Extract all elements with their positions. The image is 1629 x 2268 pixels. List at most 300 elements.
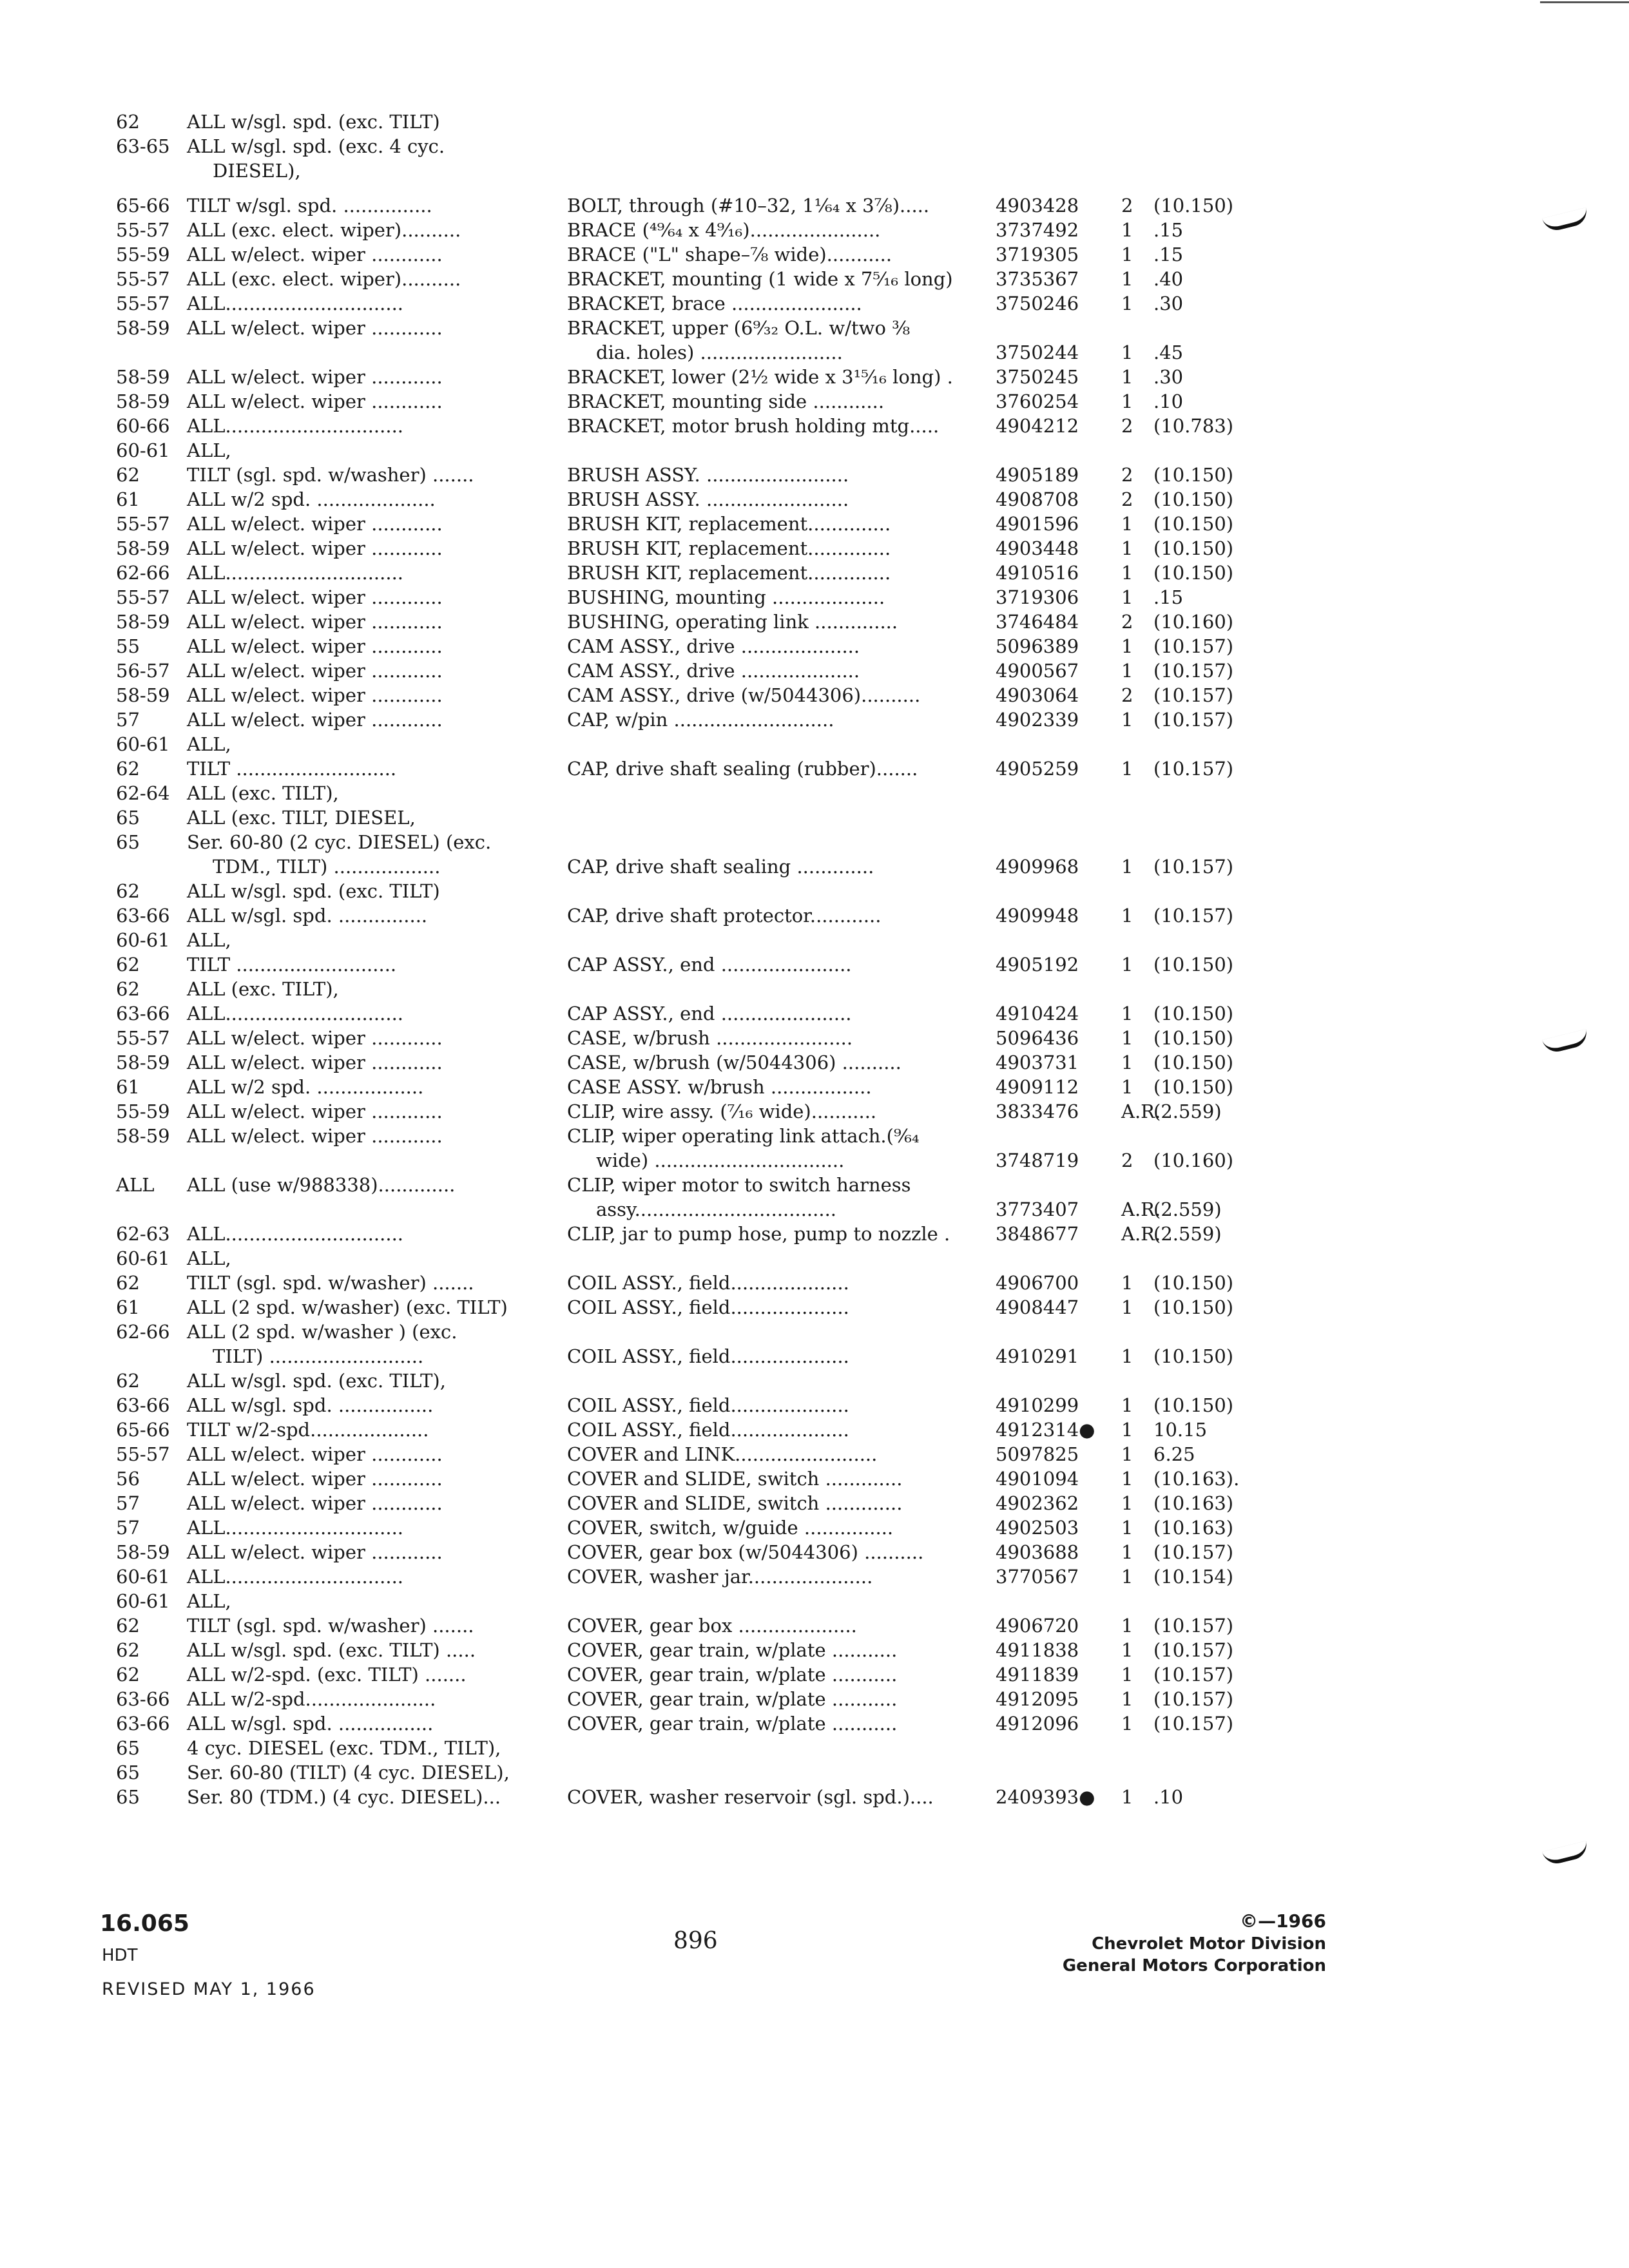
group-number-cell: (10.783) bbox=[1153, 415, 1234, 437]
application-cell: TDM., TILT) .................. bbox=[213, 856, 441, 878]
part-number-cell: 3737492 bbox=[996, 219, 1079, 241]
year-cell: 62 bbox=[116, 1664, 140, 1686]
description-cell: BOLT, through (#10–32, 1¹⁄₆₄ x 3⅞)..... bbox=[567, 195, 930, 216]
description-cell: COVER, gear box (w/5044306) .......... bbox=[567, 1541, 924, 1563]
group-number-cell: (10.157) bbox=[1153, 1713, 1234, 1735]
application-cell: ALL (use w/988338)............. bbox=[187, 1174, 456, 1196]
table-row bbox=[0, 610, 1629, 635]
table-row bbox=[0, 781, 1629, 807]
copyright: ©—1966 bbox=[1240, 1910, 1326, 1932]
quantity-cell: 1 bbox=[1121, 293, 1133, 314]
description-cell: CLIP, wiper operating link attach.(⁹⁄₆₄ bbox=[567, 1125, 920, 1147]
application-cell: ALL (exc. elect. wiper).......... bbox=[187, 268, 461, 290]
group-number-cell: (10.157) bbox=[1153, 1541, 1234, 1563]
part-number-cell: 3848677 bbox=[996, 1223, 1079, 1245]
quantity-cell: 1 bbox=[1121, 635, 1133, 657]
application-cell: ALL w/elect. wiper ............ bbox=[187, 660, 443, 682]
part-number-cell: 4909968 bbox=[996, 856, 1079, 878]
part-number-cell: 4910291 bbox=[996, 1345, 1079, 1367]
table-row bbox=[0, 1001, 1629, 1027]
application-cell: ALL w/2 spd. .................. bbox=[187, 1076, 424, 1098]
part-number-cell: 3760254 bbox=[996, 390, 1079, 412]
year-cell: 60-61 bbox=[116, 733, 170, 755]
description-cell: COIL ASSY., field.................... bbox=[567, 1394, 849, 1416]
table-row bbox=[0, 634, 1629, 660]
table-row bbox=[0, 134, 1629, 160]
year-cell: 56 bbox=[116, 1468, 140, 1490]
table-row bbox=[0, 159, 1629, 184]
year-cell: 62 bbox=[116, 954, 140, 975]
group-number-cell: (10.160) bbox=[1153, 1149, 1234, 1171]
description-cell: BRACKET, brace ...................... bbox=[567, 293, 862, 314]
year-cell: 58-59 bbox=[116, 317, 170, 339]
description-cell: COVER, gear train, w/plate ........... bbox=[567, 1664, 898, 1686]
group-number-cell: (10.150) bbox=[1153, 488, 1234, 510]
year-cell: 57 bbox=[116, 1492, 140, 1514]
quantity-cell: 1 bbox=[1121, 905, 1133, 927]
group-number-cell: (10.150) bbox=[1153, 1394, 1234, 1416]
description-cell: COVER, gear train, w/plate ........... bbox=[567, 1688, 898, 1710]
binder-mark bbox=[1542, 1841, 1590, 1867]
quantity-cell: 1 bbox=[1121, 1443, 1133, 1465]
year-cell: 61 bbox=[116, 1076, 140, 1098]
group-number-cell: (10.154) bbox=[1153, 1566, 1234, 1588]
quantity-cell: 1 bbox=[1121, 268, 1133, 290]
group-number-cell: 6.25 bbox=[1153, 1443, 1195, 1465]
table-row bbox=[0, 977, 1629, 1003]
year-cell: 58-59 bbox=[116, 1052, 170, 1073]
application-cell: ALL w/sgl. spd. (exc. 4 cyc. bbox=[187, 135, 445, 157]
table-row bbox=[0, 512, 1629, 537]
application-cell: ALL, bbox=[187, 1247, 231, 1269]
quantity-cell: 1 bbox=[1121, 586, 1133, 608]
table-row bbox=[0, 1197, 1629, 1223]
part-number-cell: 4900567 bbox=[996, 660, 1079, 682]
quantity-cell: 1 bbox=[1121, 1076, 1133, 1098]
part-number-cell: 3773407 bbox=[996, 1198, 1079, 1220]
year-cell: 55-57 bbox=[116, 219, 170, 241]
table-row bbox=[0, 879, 1629, 905]
group-number-cell: (10.150) bbox=[1153, 464, 1234, 486]
year-cell: 62 bbox=[116, 1639, 140, 1661]
table-row bbox=[0, 414, 1629, 439]
description-cell: COVER, washer reservoir (sgl. spd.).... bbox=[567, 1786, 934, 1808]
year-cell: 56-57 bbox=[116, 660, 170, 682]
description-cell: CLIP, wiper motor to switch harness bbox=[567, 1174, 911, 1196]
year-cell: 62 bbox=[116, 464, 140, 486]
group-number-cell: (10.150) bbox=[1153, 1076, 1234, 1098]
revision-date: REVISED MAY 1, 1966 bbox=[102, 1979, 316, 1999]
quantity-cell: 1 bbox=[1121, 1639, 1133, 1661]
group-number-cell: (10.163) bbox=[1153, 1492, 1234, 1514]
quantity-cell: 1 bbox=[1121, 1786, 1133, 1808]
year-cell: 58-59 bbox=[116, 684, 170, 706]
application-cell: ALL (2 spd. w/washer ) (exc. bbox=[187, 1321, 458, 1343]
description-cell: BRACKET, mounting (1 wide x 7⁵⁄₁₆ long) bbox=[567, 268, 953, 290]
year-cell: 62-66 bbox=[116, 562, 170, 584]
table-row bbox=[0, 1099, 1629, 1125]
application-cell: ALL (exc. elect. wiper).......... bbox=[187, 219, 461, 241]
application-cell: 4 cyc. DIESEL (exc. TDM., TILT), bbox=[187, 1737, 501, 1759]
group-number-cell: (10.150) bbox=[1153, 537, 1234, 559]
application-cell: TILT ........................... bbox=[187, 954, 397, 975]
year-cell: 62 bbox=[116, 111, 140, 133]
year-cell: 62 bbox=[116, 880, 140, 902]
year-cell: 55-57 bbox=[116, 513, 170, 535]
section-number: 16.065 bbox=[100, 1910, 189, 1937]
part-number-cell: 3750245 bbox=[996, 366, 1079, 388]
part-number-cell: 3750244 bbox=[996, 341, 1079, 363]
description-cell: CASE, w/brush ....................... bbox=[567, 1027, 853, 1049]
application-cell: ALL (exc. TILT), bbox=[187, 782, 339, 804]
part-number-cell: 4906720 bbox=[996, 1615, 1079, 1637]
application-cell: Ser. 60-80 (2 cyc. DIESEL) (exc. bbox=[187, 831, 492, 853]
table-row bbox=[0, 1466, 1629, 1492]
table-row bbox=[0, 928, 1629, 954]
quantity-cell: 1 bbox=[1121, 1296, 1133, 1318]
application-cell: ALL.............................. bbox=[187, 1003, 404, 1024]
application-cell: TILT (sgl. spd. w/washer) ....... bbox=[187, 1615, 474, 1637]
part-number-cell: 4906700 bbox=[996, 1272, 1079, 1294]
group-number-cell: .30 bbox=[1153, 366, 1184, 388]
year-cell: 62-63 bbox=[116, 1223, 170, 1245]
application-cell: TILT (sgl. spd. w/washer) ....... bbox=[187, 464, 474, 486]
application-cell: Ser. 60-80 (TILT) (4 cyc. DIESEL), bbox=[187, 1762, 510, 1783]
application-cell: ALL w/elect. wiper ............ bbox=[187, 537, 443, 559]
table-row bbox=[0, 1564, 1629, 1590]
application-cell: ALL w/elect. wiper ............ bbox=[187, 317, 443, 339]
year-cell: 65-66 bbox=[116, 1419, 170, 1441]
table-row bbox=[0, 683, 1629, 709]
year-cell: 58-59 bbox=[116, 366, 170, 388]
description-cell: COIL ASSY., field.................... bbox=[567, 1272, 849, 1294]
description-cell: assy.................................. bbox=[596, 1198, 837, 1220]
year-cell: 55-59 bbox=[116, 1100, 170, 1122]
application-cell: DIESEL), bbox=[213, 160, 301, 182]
description-cell: COIL ASSY., field.................... bbox=[567, 1345, 849, 1367]
part-number-cell: 4912314● bbox=[996, 1419, 1095, 1441]
application-cell: ALL w/elect. wiper ............ bbox=[187, 1052, 443, 1073]
year-cell: 62-66 bbox=[116, 1321, 170, 1343]
part-number-cell: 4901596 bbox=[996, 513, 1079, 535]
part-number-cell: 3748719 bbox=[996, 1149, 1079, 1171]
table-row bbox=[0, 830, 1629, 856]
application-cell: ALL w/elect. wiper ............ bbox=[187, 390, 443, 412]
year-cell: 65 bbox=[116, 807, 140, 829]
table-row bbox=[0, 658, 1629, 684]
quantity-cell: 1 bbox=[1121, 1419, 1133, 1441]
quantity-cell: 2 bbox=[1121, 684, 1133, 706]
group-number-cell: (10.157) bbox=[1153, 709, 1234, 731]
description-cell: BRUSH KIT, replacement.............. bbox=[567, 562, 891, 584]
table-row bbox=[0, 1613, 1629, 1639]
description-cell: CLIP, wire assy. (⁷⁄₁₆ wide)........... bbox=[567, 1100, 877, 1122]
part-number-cell: 4910424 bbox=[996, 1003, 1079, 1024]
quantity-cell: 1 bbox=[1121, 366, 1133, 388]
part-number-cell: 4912095 bbox=[996, 1688, 1079, 1710]
year-cell: 58-59 bbox=[116, 1125, 170, 1147]
part-number-cell: 3719306 bbox=[996, 586, 1079, 608]
application-cell: ALL w/sgl. spd. (exc. TILT) ..... bbox=[187, 1639, 476, 1661]
group-number-cell: (10.160) bbox=[1153, 611, 1234, 633]
group-number-cell: (10.163). bbox=[1153, 1468, 1240, 1490]
application-cell: ALL w/elect. wiper ............ bbox=[187, 586, 443, 608]
description-cell: BRUSH KIT, replacement.............. bbox=[567, 537, 891, 559]
application-cell: ALL w/sgl. spd. ............... bbox=[187, 905, 428, 927]
application-cell: ALL w/elect. wiper ............ bbox=[187, 1100, 443, 1122]
description-cell: COVER, gear train, w/plate ........... bbox=[567, 1713, 898, 1735]
application-cell: ALL w/sgl. spd. (exc. TILT) bbox=[187, 111, 440, 133]
year-cell: 58-59 bbox=[116, 537, 170, 559]
table-row bbox=[0, 1075, 1629, 1100]
table-row bbox=[0, 707, 1629, 733]
description-cell: CAP ASSY., end ...................... bbox=[567, 1003, 852, 1024]
table-row bbox=[0, 1026, 1629, 1052]
part-number-cell: 4905192 bbox=[996, 954, 1079, 975]
year-cell: 63-65 bbox=[116, 135, 170, 157]
year-cell: 55-57 bbox=[116, 1443, 170, 1465]
table-row bbox=[0, 242, 1629, 268]
year-cell: 60-61 bbox=[116, 439, 170, 461]
year-cell: 65 bbox=[116, 1762, 140, 1783]
year-cell: 60-61 bbox=[116, 1590, 170, 1612]
description-cell: COVER, gear box .................... bbox=[567, 1615, 857, 1637]
table-row bbox=[0, 903, 1629, 929]
table-row bbox=[0, 756, 1629, 782]
description-cell: CLIP, jar to pump hose, pump to nozzle . bbox=[567, 1223, 950, 1245]
description-cell: CASE ASSY. w/brush ................. bbox=[567, 1076, 872, 1098]
application-cell: ALL w/2-spd...................... bbox=[187, 1688, 436, 1710]
quantity-cell: 1 bbox=[1121, 954, 1133, 975]
group-number-cell: .15 bbox=[1153, 586, 1184, 608]
application-cell: TILT) .......................... bbox=[213, 1345, 424, 1367]
part-number-cell: 4904212 bbox=[996, 415, 1079, 437]
year-cell: 65-66 bbox=[116, 195, 170, 216]
description-cell: CAP, drive shaft protector............ bbox=[567, 905, 882, 927]
part-number-cell: 4903688 bbox=[996, 1541, 1079, 1563]
description-cell: BUSHING, operating link .............. bbox=[567, 611, 898, 633]
quantity-cell: 1 bbox=[1121, 1272, 1133, 1294]
year-cell: 62-64 bbox=[116, 782, 170, 804]
table-row bbox=[0, 1295, 1629, 1321]
quantity-cell: 1 bbox=[1121, 390, 1133, 412]
application-cell: ALL w/elect. wiper ............ bbox=[187, 1443, 443, 1465]
group-number-cell: (10.157) bbox=[1153, 1688, 1234, 1710]
application-cell: ALL w/elect. wiper ............ bbox=[187, 366, 443, 388]
application-cell: TILT w/sgl. spd. ............... bbox=[187, 195, 432, 216]
part-number-cell: 3746484 bbox=[996, 611, 1079, 633]
part-number-cell: 3833476 bbox=[996, 1100, 1079, 1122]
quantity-cell: 1 bbox=[1121, 1566, 1133, 1588]
description-cell: COVER and LINK........................ bbox=[567, 1443, 878, 1465]
year-cell: 62 bbox=[116, 758, 140, 780]
group-number-cell: .15 bbox=[1153, 219, 1184, 241]
group-number-cell: (10.157) bbox=[1153, 1664, 1234, 1686]
group-number-cell: (10.150) bbox=[1153, 513, 1234, 535]
group-number-cell: (10.157) bbox=[1153, 758, 1234, 780]
quantity-cell: 1 bbox=[1121, 856, 1133, 878]
application-cell: Ser. 80 (TDM.) (4 cyc. DIESEL)... bbox=[187, 1786, 501, 1808]
application-cell: ALL w/sgl. spd. ................ bbox=[187, 1394, 434, 1416]
description-cell: BRUSH ASSY. ........................ bbox=[567, 464, 849, 486]
quantity-cell: 2 bbox=[1121, 1149, 1133, 1171]
part-number-cell: 3735367 bbox=[996, 268, 1079, 290]
description-cell: CAM ASSY., drive .................... bbox=[567, 635, 860, 657]
description-cell: CAM ASSY., drive (w/5044306).......... bbox=[567, 684, 921, 706]
description-cell: BRACE (⁴⁹⁄₆₄ x 4⁹⁄₁₆)...................... bbox=[567, 219, 881, 241]
year-cell: 60-66 bbox=[116, 415, 170, 437]
table-row bbox=[0, 1050, 1629, 1076]
table-row bbox=[0, 1173, 1629, 1198]
group-number-cell: .15 bbox=[1153, 244, 1184, 265]
part-number-cell: 4903064 bbox=[996, 684, 1079, 706]
division-name: Chevrolet Motor Division bbox=[1092, 1934, 1326, 1954]
description-cell: COIL ASSY., field.................... bbox=[567, 1296, 849, 1318]
application-cell: ALL w/elect. wiper ............ bbox=[187, 244, 443, 265]
description-cell: COVER, switch, w/guide ............... bbox=[567, 1517, 894, 1539]
table-row bbox=[0, 1589, 1629, 1615]
table-row bbox=[0, 585, 1629, 611]
part-number-cell: 4903448 bbox=[996, 537, 1079, 559]
application-cell: ALL w/elect. wiper ............ bbox=[187, 684, 443, 706]
table-row bbox=[0, 561, 1629, 586]
quantity-cell: A.R. bbox=[1121, 1100, 1161, 1122]
table-row bbox=[0, 316, 1629, 341]
description-cell: CAP, drive shaft sealing ............. bbox=[567, 856, 874, 878]
part-number-cell: 3750246 bbox=[996, 293, 1079, 314]
table-row bbox=[0, 952, 1629, 978]
year-cell: 62 bbox=[116, 1272, 140, 1294]
year-cell: 63-66 bbox=[116, 1688, 170, 1710]
description-cell: CAP ASSY., end ...................... bbox=[567, 954, 852, 975]
table-row bbox=[0, 1785, 1629, 1811]
part-number-cell: 4908447 bbox=[996, 1296, 1079, 1318]
part-number-cell: 4902503 bbox=[996, 1517, 1079, 1539]
group-number-cell: (2.559) bbox=[1153, 1223, 1222, 1245]
part-number-cell: 4910516 bbox=[996, 562, 1079, 584]
description-cell: CAP, drive shaft sealing (rubber)....... bbox=[567, 758, 918, 780]
group-number-cell: (10.157) bbox=[1153, 660, 1234, 682]
part-number-cell: 3719305 bbox=[996, 244, 1079, 265]
group-number-cell: (2.559) bbox=[1153, 1100, 1222, 1122]
table-row bbox=[0, 463, 1629, 488]
quantity-cell: 1 bbox=[1121, 1541, 1133, 1563]
part-number-cell: 4903731 bbox=[996, 1052, 1079, 1073]
part-number-cell: 4909112 bbox=[996, 1076, 1079, 1098]
description-cell: BUSHING, mounting ................... bbox=[567, 586, 885, 608]
year-cell: 58-59 bbox=[116, 1541, 170, 1563]
part-number-cell: 4910299 bbox=[996, 1394, 1079, 1416]
quantity-cell: 1 bbox=[1121, 1468, 1133, 1490]
description-cell: BRACKET, mounting side ............ bbox=[567, 390, 885, 412]
part-number-cell: 5096389 bbox=[996, 635, 1079, 657]
table-row bbox=[0, 1148, 1629, 1174]
year-cell: 60-61 bbox=[116, 929, 170, 951]
group-number-cell: .10 bbox=[1153, 390, 1184, 412]
description-cell: COVER, gear train, w/plate ........... bbox=[567, 1639, 898, 1661]
part-number-cell: 4901094 bbox=[996, 1468, 1079, 1490]
year-cell: 55-59 bbox=[116, 244, 170, 265]
year-cell: ALL bbox=[116, 1174, 155, 1196]
application-cell: ALL, bbox=[187, 733, 231, 755]
application-cell: ALL.............................. bbox=[187, 293, 404, 314]
table-row bbox=[0, 487, 1629, 513]
quantity-cell: 1 bbox=[1121, 758, 1133, 780]
quantity-cell: A.R. bbox=[1121, 1223, 1161, 1245]
group-number-cell: .40 bbox=[1153, 268, 1184, 290]
application-cell: ALL w/2 spd. .................... bbox=[187, 488, 436, 510]
application-cell: TILT (sgl. spd. w/washer) ....... bbox=[187, 1272, 474, 1294]
group-number-cell: (10.150) bbox=[1153, 562, 1234, 584]
year-cell: 65 bbox=[116, 831, 140, 853]
quantity-cell: 1 bbox=[1121, 1394, 1133, 1416]
year-cell: 62 bbox=[116, 978, 140, 1000]
group-number-cell: 10.15 bbox=[1153, 1419, 1208, 1441]
part-number-cell: 3770567 bbox=[996, 1566, 1079, 1588]
application-cell: ALL w/elect. wiper ............ bbox=[187, 709, 443, 731]
description-cell: dia. holes) ........................ bbox=[596, 341, 843, 363]
quantity-cell: 1 bbox=[1121, 1688, 1133, 1710]
table-row bbox=[0, 438, 1629, 464]
table-row bbox=[0, 1662, 1629, 1688]
application-cell: ALL, bbox=[187, 929, 231, 951]
description-cell: BRACE ("L" shape–⅞ wide)........... bbox=[567, 244, 892, 265]
table-row bbox=[0, 1369, 1629, 1394]
table-row bbox=[0, 1515, 1629, 1541]
vehicle-type: HDT bbox=[102, 1946, 138, 1965]
part-number-cell: 4911839 bbox=[996, 1664, 1079, 1686]
application-cell: ALL w/elect. wiper ............ bbox=[187, 1027, 443, 1049]
quantity-cell: 2 bbox=[1121, 415, 1133, 437]
application-cell: ALL w/sgl. spd. ................ bbox=[187, 1713, 434, 1735]
description-cell: BRACKET, motor brush holding mtg..... bbox=[567, 415, 940, 437]
quantity-cell: 1 bbox=[1121, 1517, 1133, 1539]
application-cell: ALL, bbox=[187, 439, 231, 461]
application-cell: ALL w/elect. wiper ............ bbox=[187, 1492, 443, 1514]
quantity-cell: A.R. bbox=[1121, 1198, 1161, 1220]
application-cell: ALL w/elect. wiper ............ bbox=[187, 635, 443, 657]
application-cell: ALL, bbox=[187, 1590, 231, 1612]
year-cell: 63-66 bbox=[116, 1003, 170, 1024]
part-number-cell: 5097825 bbox=[996, 1443, 1079, 1465]
year-cell: 57 bbox=[116, 709, 140, 731]
year-cell: 58-59 bbox=[116, 611, 170, 633]
year-cell: 60-61 bbox=[116, 1566, 170, 1588]
table-row bbox=[0, 340, 1629, 366]
quantity-cell: 1 bbox=[1121, 513, 1133, 535]
page-number: 896 bbox=[673, 1928, 718, 1954]
application-cell: ALL w/elect. wiper ............ bbox=[187, 1125, 443, 1147]
group-number-cell: .30 bbox=[1153, 293, 1184, 314]
table-row bbox=[0, 1344, 1629, 1370]
table-row bbox=[0, 1418, 1629, 1443]
group-number-cell: (10.163) bbox=[1153, 1517, 1234, 1539]
description-cell: wide) ................................ bbox=[596, 1149, 845, 1171]
year-cell: 63-66 bbox=[116, 1394, 170, 1416]
group-number-cell: (10.157) bbox=[1153, 905, 1234, 927]
description-cell: BRACKET, upper (6⁹⁄₃₂ O.L. w/two ⅜ bbox=[567, 317, 911, 339]
application-cell: ALL.............................. bbox=[187, 1517, 404, 1539]
group-number-cell: (10.150) bbox=[1153, 1003, 1234, 1024]
table-row bbox=[0, 1271, 1629, 1296]
corporation-name: General Motors Corporation bbox=[1062, 1956, 1326, 1975]
description-cell: BRACKET, lower (2½ wide x 3¹⁵⁄₁₆ long) . bbox=[567, 366, 953, 388]
application-cell: ALL w/elect. wiper ............ bbox=[187, 1468, 443, 1490]
group-number-cell: (10.150) bbox=[1153, 1296, 1234, 1318]
year-cell: 55 bbox=[116, 635, 140, 657]
description-cell: COIL ASSY., field.................... bbox=[567, 1419, 849, 1441]
table-row bbox=[0, 1736, 1629, 1762]
